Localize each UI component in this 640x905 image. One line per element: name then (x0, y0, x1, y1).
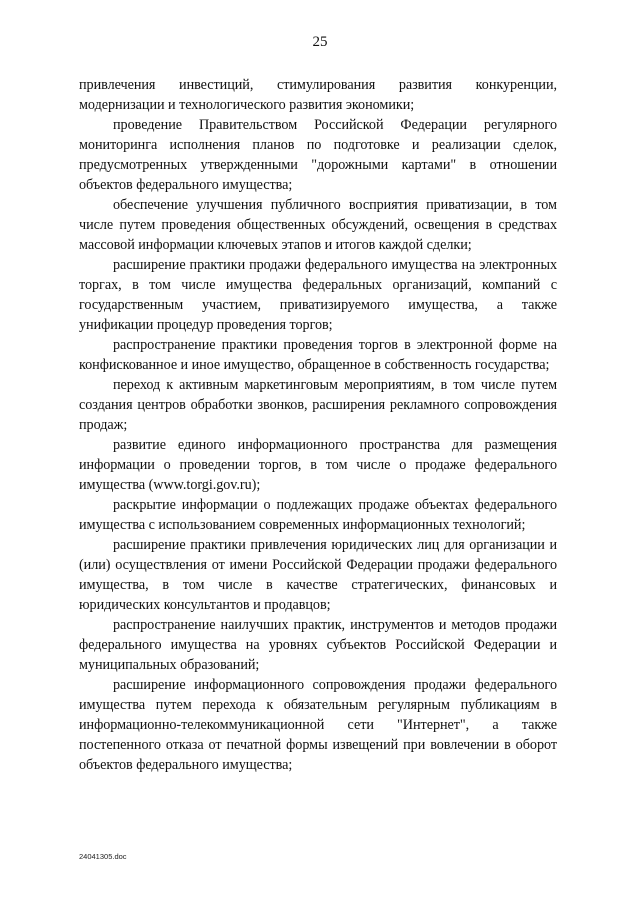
footer-filename: 24041305.doc (79, 852, 127, 861)
paragraph: расширение практики продажи федерального имущества на электронных торгах, в том числе имущества федеральных организаций, компаний с государственным участием, приватизируемого имущества, а также унификации процедур проведения торгов; (79, 257, 557, 333)
paragraph: проведение Правительством Российской Федерации регулярного мониторинга исполнения планов по подготовке и реализации сделок, предусмотренных утвержденными "дорожными картами" в отношении объектов федерального имущества; (79, 117, 557, 193)
page-number: 25 (312, 34, 328, 50)
paragraph: распространение практики проведения торгов в электронной форме на конфискованное и иное имущество, обращенное в собственность государства; (79, 337, 557, 373)
paragraph: привлечения инвестиций, стимулирования развития конкуренции, модернизации и технологического развития экономики; (79, 77, 557, 113)
paragraph: расширение практики привлечения юридических лиц для организации и (или) осуществления от имени Российской Федерации продажи федерального имущества, в том числе в качестве стратегических, финансовых и юридических консультантов и продавцов; (79, 537, 557, 613)
paragraph: раскрытие информации о подлежащих продаже объектах федерального имущества с использованием современных информационных технологий; (79, 497, 557, 533)
document-body (79, 75, 557, 775)
paragraph: развитие единого информационного пространства для размещения информации о проведении торгов, в том числе о продаже федерального имущества (www.torgi.gov.ru); (79, 437, 557, 493)
paragraph: переход к активным маркетинговым мероприятиям, в том числе путем создания центров обработки звонков, расширения рекламного сопровождения продаж; (79, 377, 557, 433)
paragraph: распространение наилучших практик, инструментов и методов продажи федерального имущества на уровнях субъектов Российской Федерации и муниципальных образований; (79, 617, 557, 673)
paragraph: обеспечение улучшения публичного восприятия приватизации, в том числе путем проведения общественных обсуждений, освещения в средствах массовой информации ключевых этапов и итогов каждой сделки; (79, 197, 557, 253)
paragraph: расширение информационного сопровождения продажи федерального имущества путем перехода к обязательным регулярным публикациям в информационно-телекоммуникационной сети "Интернет", а также постепенного отказа от печатной формы извещений при вовлечении в оборот объектов федерального имущества; (79, 677, 557, 773)
